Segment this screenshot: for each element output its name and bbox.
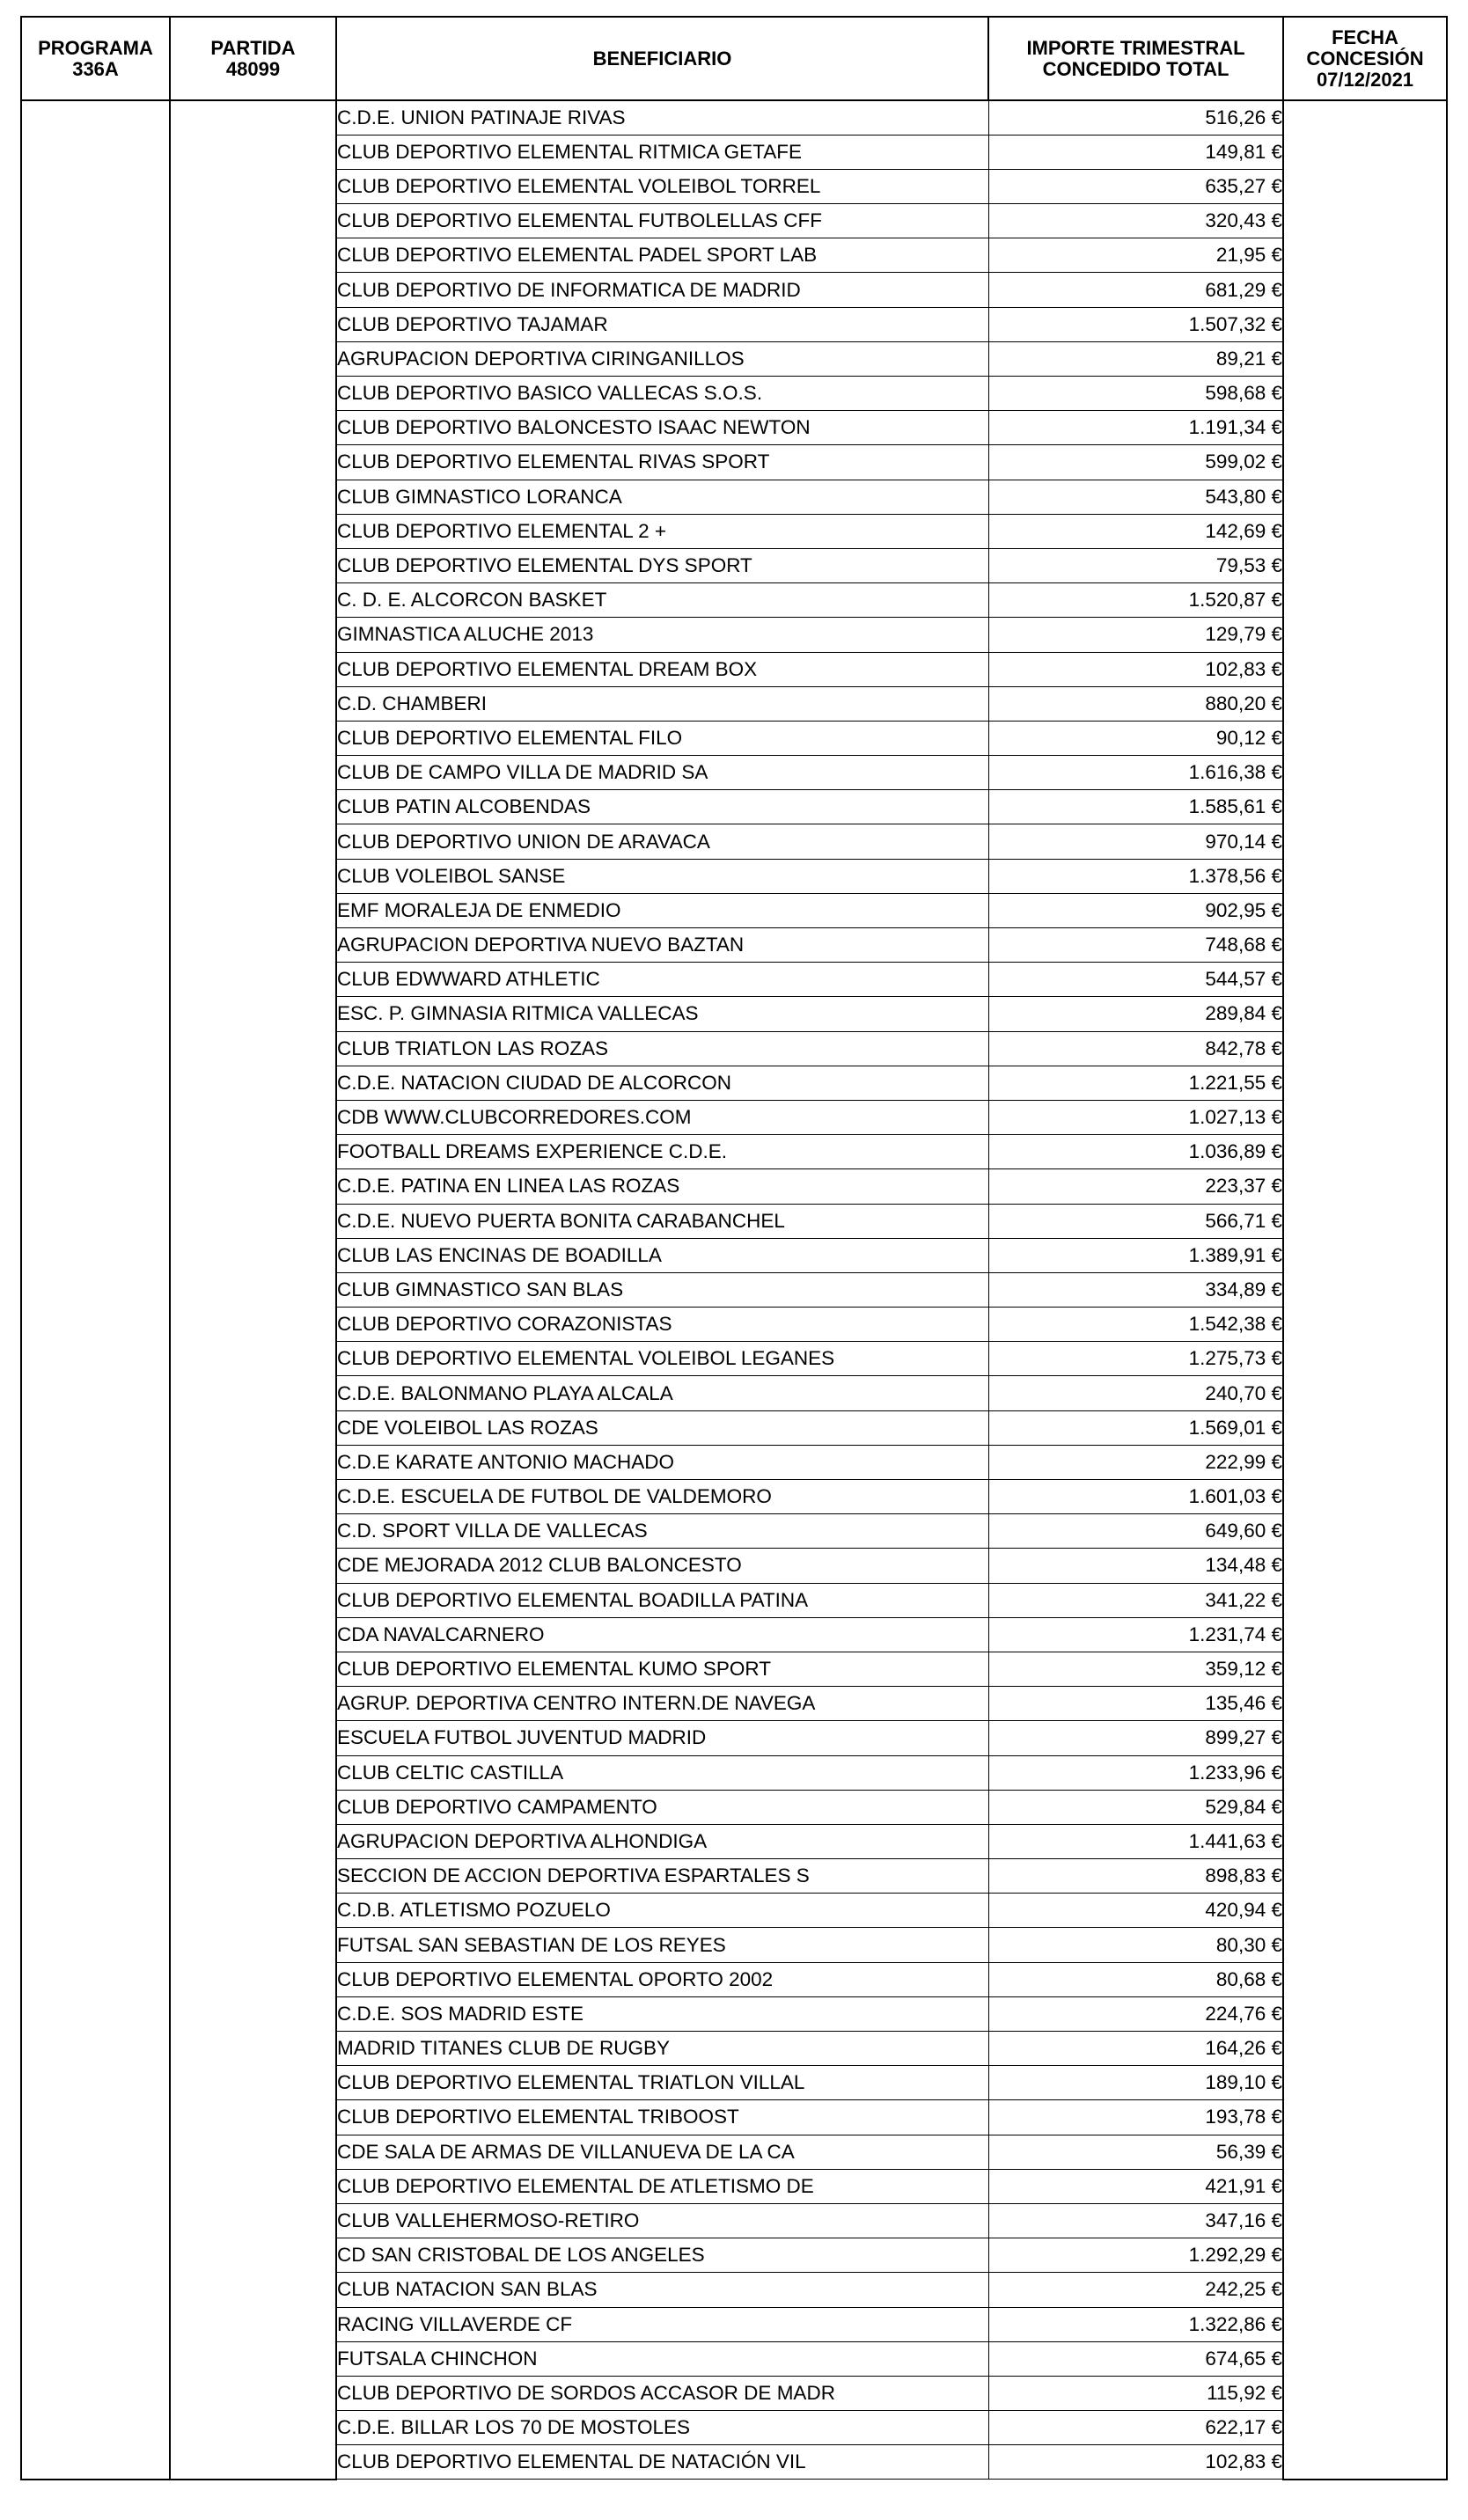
beneficiary-name: CLUB DEPORTIVO ELEMENTAL DE ATLETISMO DE	[336, 2169, 988, 2203]
amount-value: 149,81 €	[988, 135, 1283, 169]
beneficiary-name: ESCUELA FUTBOL JUVENTUD MADRID	[336, 1721, 988, 1755]
beneficiary-name: GIMNASTICA ALUCHE 2013	[336, 618, 988, 652]
header-partida: PARTIDA 48099	[170, 17, 336, 100]
amount-value: 240,70 €	[988, 1376, 1283, 1410]
beneficiary-name: CDE SALA DE ARMAS DE VILLANUEVA DE LA CA	[336, 2135, 988, 2169]
beneficiary-name: C.D.E. BILLAR LOS 70 DE MOSTOLES	[336, 2411, 988, 2445]
amount-value: 842,78 €	[988, 1031, 1283, 1066]
beneficiary-name: CLUB DEPORTIVO ELEMENTAL DYS SPORT	[336, 548, 988, 582]
table-row	[21, 100, 1447, 135]
beneficiary-name: FUTSALA CHINCHON	[336, 2341, 988, 2376]
amount-value: 1.378,56 €	[988, 859, 1283, 893]
beneficiary-name: CLUB DEPORTIVO ELEMENTAL TRIATLON VILLAL	[336, 2066, 988, 2100]
beneficiary-name: CLUB DEPORTIVO UNION DE ARAVACA	[336, 824, 988, 859]
amount-value: 1.027,13 €	[988, 1100, 1283, 1134]
beneficiary-name: C.D.E. UNION PATINAJE RIVAS	[336, 100, 988, 135]
amount-value: 193,78 €	[988, 2100, 1283, 2135]
beneficiary-name: RACING VILLAVERDE CF	[336, 2307, 988, 2341]
beneficiary-name: C.D. CHAMBERI	[336, 686, 988, 721]
amount-value: 1.542,38 €	[988, 1308, 1283, 1342]
table-body	[21, 100, 1447, 2480]
amount-value: 79,53 €	[988, 548, 1283, 582]
amount-value: 1.036,89 €	[988, 1135, 1283, 1169]
amount-value: 334,89 €	[988, 1272, 1283, 1307]
amount-value: 222,99 €	[988, 1445, 1283, 1479]
amount-value: 347,16 €	[988, 2203, 1283, 2238]
beneficiary-name: C. D. E. ALCORCON BASKET	[336, 583, 988, 618]
amount-value: 1.275,73 €	[988, 1342, 1283, 1376]
grants-table	[20, 16, 1448, 2480]
amount-value: 80,68 €	[988, 1962, 1283, 1996]
beneficiary-name: CDE MEJORADA 2012 CLUB BALONCESTO	[336, 1549, 988, 1583]
amount-value: 543,80 €	[988, 480, 1283, 514]
amount-value: 320,43 €	[988, 204, 1283, 238]
amount-value: 1.585,61 €	[988, 790, 1283, 824]
amount-value: 566,71 €	[988, 1204, 1283, 1238]
amount-value: 90,12 €	[988, 721, 1283, 755]
amount-value: 1.389,91 €	[988, 1238, 1283, 1272]
amount-value: 102,83 €	[988, 2445, 1283, 2480]
header-importe: IMPORTE TRIMESTRAL CONCEDIDO TOTAL	[988, 17, 1283, 100]
beneficiary-name: CLUB DEPORTIVO CAMPAMENTO	[336, 1790, 988, 1824]
beneficiary-name: CLUB PATIN ALCOBENDAS	[336, 790, 988, 824]
beneficiary-name: AGRUP. DEPORTIVA CENTRO INTERN.DE NAVEGA	[336, 1687, 988, 1721]
partida-cell	[170, 100, 336, 2480]
beneficiary-name: CLUB DEPORTIVO ELEMENTAL RIVAS SPORT	[336, 445, 988, 480]
amount-value: 748,68 €	[988, 928, 1283, 963]
amount-value: 622,17 €	[988, 2411, 1283, 2445]
beneficiary-name: ESC. P. GIMNASIA RITMICA VALLECAS	[336, 997, 988, 1031]
beneficiary-name: CLUB VOLEIBOL SANSE	[336, 859, 988, 893]
amount-value: 1.569,01 €	[988, 1410, 1283, 1445]
beneficiary-name: CLUB DEPORTIVO ELEMENTAL BOADILLA PATINA	[336, 1583, 988, 1617]
amount-value: 420,94 €	[988, 1894, 1283, 1928]
beneficiary-name: CDE VOLEIBOL LAS ROZAS	[336, 1410, 988, 1445]
beneficiary-name: CDA NAVALCARNERO	[336, 1617, 988, 1652]
amount-value: 898,83 €	[988, 1859, 1283, 1894]
beneficiary-name: C.D. SPORT VILLA DE VALLECAS	[336, 1514, 988, 1549]
amount-value: 421,91 €	[988, 2169, 1283, 2203]
beneficiary-name: CLUB VALLEHERMOSO-RETIRO	[336, 2203, 988, 2238]
amount-value: 1.441,63 €	[988, 1824, 1283, 1858]
subsidy-document	[20, 16, 1448, 2480]
amount-value: 21,95 €	[988, 238, 1283, 273]
beneficiary-name: CLUB DEPORTIVO DE INFORMATICA DE MADRID	[336, 273, 988, 307]
amount-value: 598,68 €	[988, 377, 1283, 411]
amount-value: 902,95 €	[988, 893, 1283, 927]
amount-value: 359,12 €	[988, 1652, 1283, 1686]
amount-value: 164,26 €	[988, 2032, 1283, 2066]
header-programa: PROGRAMA 336A	[21, 17, 170, 100]
beneficiary-name: CLUB DEPORTIVO TAJAMAR	[336, 307, 988, 341]
beneficiary-name: CLUB DEPORTIVO ELEMENTAL RITMICA GETAFE	[336, 135, 988, 169]
fecha-cell	[1283, 100, 1447, 2480]
beneficiary-name: CLUB NATACION SAN BLAS	[336, 2273, 988, 2307]
amount-value: 1.191,34 €	[988, 411, 1283, 445]
beneficiary-name: C.D.E KARATE ANTONIO MACHADO	[336, 1445, 988, 1479]
amount-value: 189,10 €	[988, 2066, 1283, 2100]
beneficiary-name: C.D.E. NUEVO PUERTA BONITA CARABANCHEL	[336, 1204, 988, 1238]
beneficiary-name: CLUB DEPORTIVO CORAZONISTAS	[336, 1308, 988, 1342]
programa-cell	[21, 100, 170, 2480]
beneficiary-name: CLUB DEPORTIVO ELEMENTAL TRIBOOST	[336, 2100, 988, 2135]
beneficiary-name: C.D.B. ATLETISMO POZUELO	[336, 1894, 988, 1928]
beneficiary-name: FOOTBALL DREAMS EXPERIENCE C.D.E.	[336, 1135, 988, 1169]
amount-value: 89,21 €	[988, 341, 1283, 376]
amount-value: 1.292,29 €	[988, 2238, 1283, 2273]
amount-value: 56,39 €	[988, 2135, 1283, 2169]
table-header	[21, 17, 1447, 100]
beneficiary-name: CLUB GIMNASTICO LORANCA	[336, 480, 988, 514]
amount-value: 1.231,74 €	[988, 1617, 1283, 1652]
amount-value: 674,65 €	[988, 2341, 1283, 2376]
amount-value: 880,20 €	[988, 686, 1283, 721]
amount-value: 341,22 €	[988, 1583, 1283, 1617]
amount-value: 1.507,32 €	[988, 307, 1283, 341]
header-fecha: FECHA CONCESIÓN 07/12/2021	[1283, 17, 1447, 100]
beneficiary-name: C.D.E. BALONMANO PLAYA ALCALA	[336, 1376, 988, 1410]
amount-value: 115,92 €	[988, 2376, 1283, 2410]
amount-value: 516,26 €	[988, 100, 1283, 135]
beneficiary-name: CD SAN CRISTOBAL DE LOS ANGELES	[336, 2238, 988, 2273]
beneficiary-name: CLUB DEPORTIVO ELEMENTAL PADEL SPORT LAB	[336, 238, 988, 273]
header-beneficiario: BENEFICIARIO	[336, 17, 988, 100]
amount-value: 135,46 €	[988, 1687, 1283, 1721]
beneficiary-name: CLUB DEPORTIVO BALONCESTO ISAAC NEWTON	[336, 411, 988, 445]
amount-value: 80,30 €	[988, 1928, 1283, 1962]
beneficiary-name: CLUB DEPORTIVO ELEMENTAL KUMO SPORT	[336, 1652, 988, 1686]
amount-value: 635,27 €	[988, 169, 1283, 203]
beneficiary-name: CLUB DEPORTIVO BASICO VALLECAS S.O.S.	[336, 377, 988, 411]
amount-value: 224,76 €	[988, 1996, 1283, 2031]
amount-value: 899,27 €	[988, 1721, 1283, 1755]
beneficiary-name: C.D.E. ESCUELA DE FUTBOL DE VALDEMORO	[336, 1480, 988, 1514]
amount-value: 1.616,38 €	[988, 756, 1283, 790]
beneficiary-name: FUTSAL SAN SEBASTIAN DE LOS REYES	[336, 1928, 988, 1962]
beneficiary-name: CLUB DEPORTIVO ELEMENTAL VOLEIBOL LEGANES	[336, 1342, 988, 1376]
beneficiary-name: C.D.E. SOS MADRID ESTE	[336, 1996, 988, 2031]
amount-value: 529,84 €	[988, 1790, 1283, 1824]
amount-value: 970,14 €	[988, 824, 1283, 859]
beneficiary-name: CLUB DE CAMPO VILLA DE MADRID SA	[336, 756, 988, 790]
beneficiary-name: CLUB DEPORTIVO ELEMENTAL 2 +	[336, 514, 988, 548]
beneficiary-name: CDB WWW.CLUBCORREDORES.COM	[336, 1100, 988, 1134]
beneficiary-name: CLUB DEPORTIVO ELEMENTAL VOLEIBOL TORREL	[336, 169, 988, 203]
beneficiary-name: C.D.E. NATACION CIUDAD DE ALCORCON	[336, 1066, 988, 1100]
beneficiary-name: CLUB LAS ENCINAS DE BOADILLA	[336, 1238, 988, 1272]
beneficiary-name: CLUB TRIATLON LAS ROZAS	[336, 1031, 988, 1066]
beneficiary-name: CLUB DEPORTIVO ELEMENTAL DREAM BOX	[336, 652, 988, 686]
beneficiary-name: CLUB GIMNASTICO SAN BLAS	[336, 1272, 988, 1307]
beneficiary-name: CLUB DEPORTIVO ELEMENTAL FUTBOLELLAS CFF	[336, 204, 988, 238]
amount-value: 1.322,86 €	[988, 2307, 1283, 2341]
amount-value: 544,57 €	[988, 963, 1283, 997]
amount-value: 1.520,87 €	[988, 583, 1283, 618]
beneficiary-name: C.D.E. PATINA EN LINEA LAS ROZAS	[336, 1169, 988, 1204]
amount-value: 1.221,55 €	[988, 1066, 1283, 1100]
amount-value: 289,84 €	[988, 997, 1283, 1031]
amount-value: 1.601,03 €	[988, 1480, 1283, 1514]
amount-value: 599,02 €	[988, 445, 1283, 480]
beneficiary-name: AGRUPACION DEPORTIVA CIRINGANILLOS	[336, 341, 988, 376]
beneficiary-name: CLUB DEPORTIVO ELEMENTAL FILO	[336, 721, 988, 755]
amount-value: 242,25 €	[988, 2273, 1283, 2307]
amount-value: 102,83 €	[988, 652, 1283, 686]
amount-value: 681,29 €	[988, 273, 1283, 307]
beneficiary-name: AGRUPACION DEPORTIVA NUEVO BAZTAN	[336, 928, 988, 963]
beneficiary-name: CLUB DEPORTIVO ELEMENTAL DE NATACIÓN VIL	[336, 2445, 988, 2480]
amount-value: 142,69 €	[988, 514, 1283, 548]
amount-value: 649,60 €	[988, 1514, 1283, 1549]
beneficiary-name: CLUB CELTIC CASTILLA	[336, 1755, 988, 1790]
beneficiary-name: EMF MORALEJA DE ENMEDIO	[336, 893, 988, 927]
beneficiary-name: SECCION DE ACCION DEPORTIVA ESPARTALES S	[336, 1859, 988, 1894]
amount-value: 129,79 €	[988, 618, 1283, 652]
beneficiary-name: CLUB EDWWARD ATHLETIC	[336, 963, 988, 997]
beneficiary-name: MADRID TITANES CLUB DE RUGBY	[336, 2032, 988, 2066]
amount-value: 223,37 €	[988, 1169, 1283, 1204]
beneficiary-name: CLUB DEPORTIVO DE SORDOS ACCASOR DE MADR	[336, 2376, 988, 2410]
beneficiary-name: CLUB DEPORTIVO ELEMENTAL OPORTO 2002	[336, 1962, 988, 1996]
amount-value: 1.233,96 €	[988, 1755, 1283, 1790]
amount-value: 134,48 €	[988, 1549, 1283, 1583]
beneficiary-name: AGRUPACION DEPORTIVA ALHONDIGA	[336, 1824, 988, 1858]
